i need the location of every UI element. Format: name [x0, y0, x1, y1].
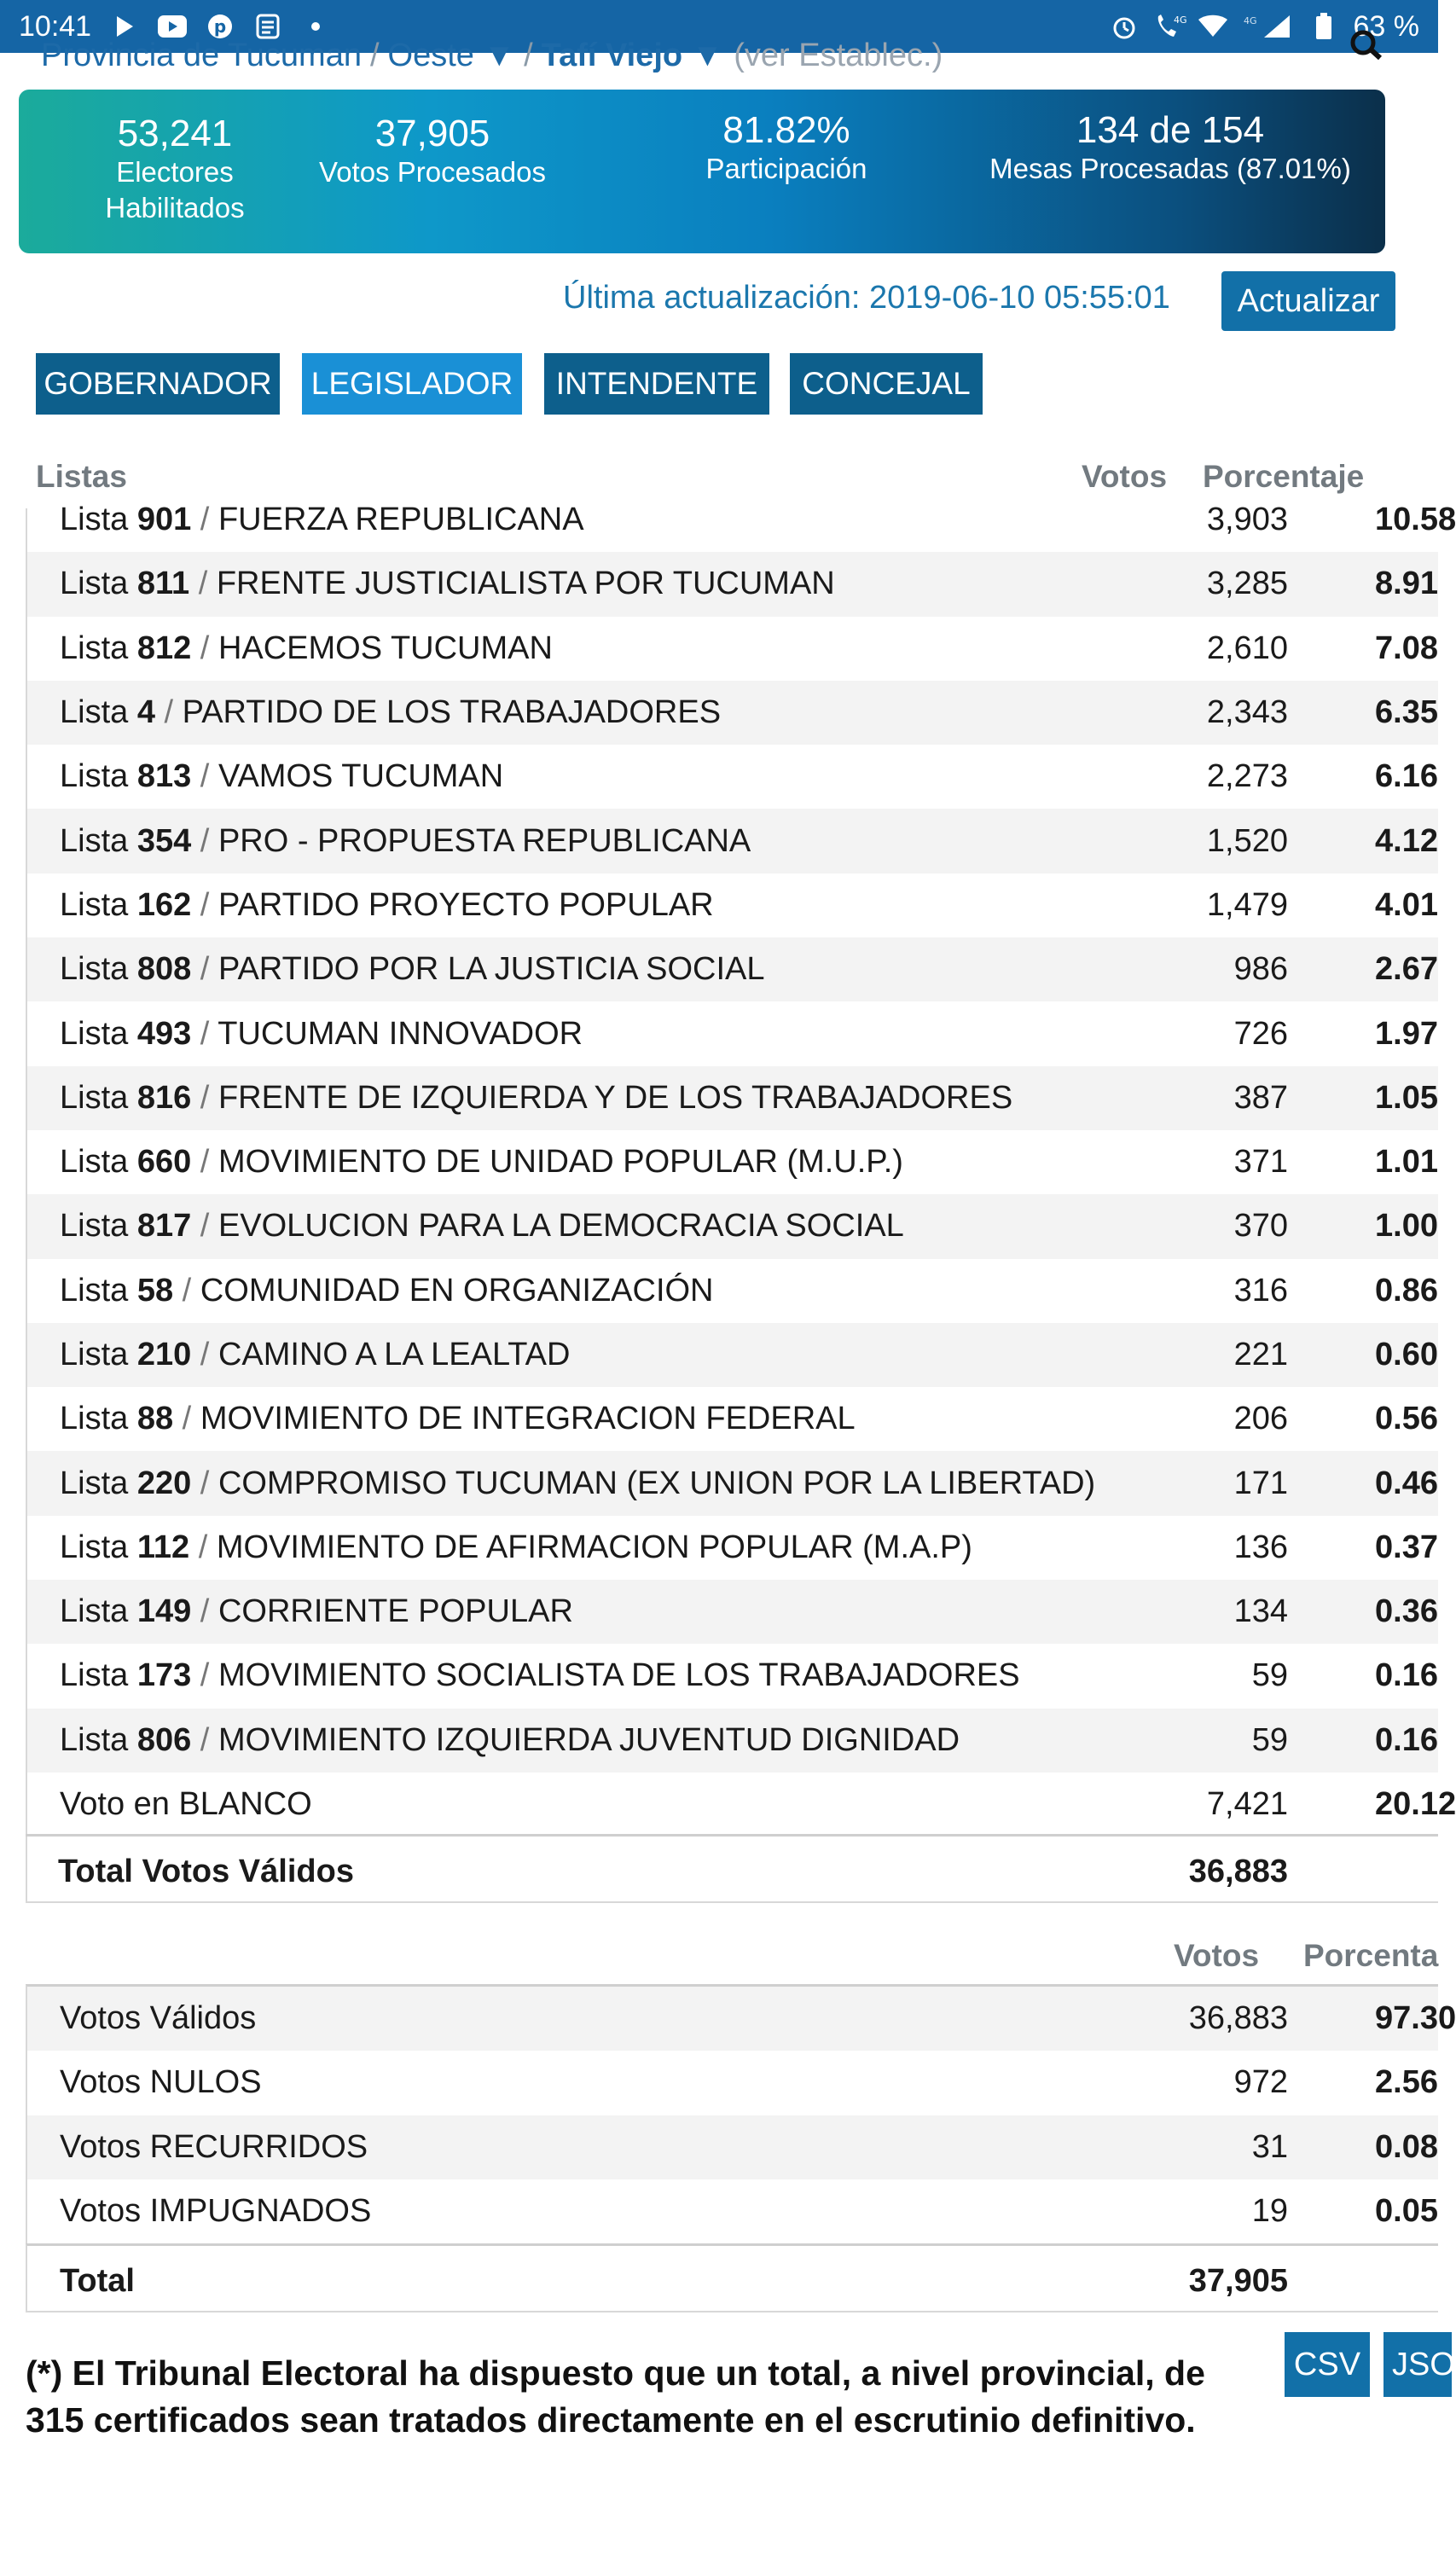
row-party-name: HACEMOS TUCUMAN [218, 630, 553, 666]
row-votes: 36,883 [1188, 2000, 1288, 2037]
row-prefix: Lista [60, 1657, 129, 1694]
row-percentage: 1.00 [1375, 1208, 1438, 1245]
table-row [27, 1001, 1438, 1065]
row-name [60, 1273, 714, 1309]
row-name [60, 1465, 1095, 1502]
stat-electores [43, 113, 307, 226]
row-separator: / [191, 1208, 218, 1245]
table-row [27, 1987, 1456, 2051]
row-party-name: CORRIENTE POPULAR [218, 1593, 573, 1630]
row-list-number: 806 [136, 1721, 192, 1758]
row-name: Voto en BLANCO [60, 1786, 312, 1823]
json-button[interactable]: JSO [1383, 2332, 1452, 2397]
row-percentage: 0.37 [1375, 1529, 1438, 1565]
row-votes: 986 [1233, 951, 1288, 988]
row-prefix: Lista [60, 1721, 129, 1758]
row-separator: / [191, 1144, 218, 1181]
row-votes: 1,520 [1206, 822, 1288, 859]
row-percentage: 4.01 [1375, 886, 1438, 923]
row-votes: 31 [1251, 2128, 1288, 2165]
table-row [27, 1644, 1438, 1708]
row-party-name: MOVIMIENTO IZQUIERDA JUVENTUD DIGNIDAD [218, 1721, 960, 1758]
row-name: Votos IMPUGNADOS [60, 2193, 372, 2230]
row-percentage: 20.12 [1375, 1786, 1456, 1823]
table-row [27, 1387, 1438, 1451]
stat-participacion-label: Participación [705, 153, 867, 184]
row-list-number: 220 [136, 1465, 192, 1501]
row-prefix: Lista [60, 758, 129, 795]
row-party-name: FRENTE DE IZQUIERDA Y DE LOS TRABAJADORES [218, 1079, 1013, 1116]
footnote: (*) El Tribunal Electoral ha dispuesto que un total, a nivel provincial, de 315 certificados sean tratados directamente en el escrutinio definitivo. [26, 2353, 1205, 2440]
tab-concejal[interactable]: CONCEJAL [790, 353, 983, 415]
row-separator: / [191, 886, 218, 923]
breadcrumb-section[interactable]: Oeste ▼ [387, 38, 516, 73]
row-separator: / [191, 1465, 218, 1501]
row-party-name: TUCUMAN INNOVADOR [218, 1015, 583, 1052]
row-prefix: Lista [60, 822, 129, 859]
table-row [27, 745, 1438, 809]
row-party-name: PRO - PROPUESTA REPUBLICANA [218, 822, 751, 859]
row-prefix: Lista [60, 886, 129, 923]
csv-button[interactable]: CSV [1285, 2332, 1370, 2397]
row-percentage: 0.86 [1375, 1272, 1438, 1309]
table-row [27, 1194, 1438, 1258]
row-votes: 2,273 [1206, 758, 1288, 795]
row-party-name: EVOLUCION PARA LA DEMOCRACIA SOCIAL [218, 1208, 904, 1245]
stat-electores-label-2: Habilitados [105, 192, 245, 223]
row-name [60, 951, 764, 988]
table-row [27, 2179, 1438, 2243]
col-header-listas: Listas [36, 459, 127, 494]
row-votes: 316 [1233, 1272, 1288, 1309]
row-separator: / [191, 951, 218, 988]
table-row [27, 1580, 1438, 1644]
breadcrumb-city[interactable]: Tafí Viejo ▼ [541, 38, 724, 73]
row-votes: 171 [1233, 1465, 1288, 1501]
row-percentage: 0.16 [1375, 1657, 1438, 1694]
row-prefix: Lista [60, 951, 129, 988]
row-name [60, 1401, 856, 1437]
row-list-number: 901 [136, 502, 192, 538]
row-list-number: 817 [136, 1208, 192, 1245]
row-separator: / [191, 758, 218, 795]
row-percentage: 0.36 [1375, 1593, 1438, 1630]
table-row [27, 552, 1438, 616]
row-prefix: Lista [60, 1015, 129, 1052]
list-divider [26, 1901, 1438, 1903]
row-name [60, 566, 835, 602]
table-row [27, 1066, 1438, 1130]
row-party-name: FRENTE JUSTICIALISTA POR TUCUMAN [216, 566, 835, 602]
summary-col-votos: Votos [1174, 1938, 1260, 1973]
row-list-number: 808 [136, 951, 192, 988]
row-list-number: 354 [136, 822, 192, 859]
tab-legislador[interactable]: LEGISLADOR [302, 353, 522, 415]
row-name: Votos RECURRIDOS [60, 2128, 368, 2165]
row-party-name: PARTIDO DE LOS TRABAJADORES [182, 694, 722, 731]
summary-col-porcentaje: Porcenta [1303, 1938, 1439, 1973]
stat-mesas-label: Mesas Procesadas (87.01%) [989, 153, 1351, 184]
row-percentage: 8.91 [1375, 566, 1438, 602]
row-percentage: 2.56 [1375, 2064, 1438, 2101]
last-update-text: Última actualización: 2019-06-10 05:55:01 [563, 280, 1170, 316]
row-percentage: 1.97 [1375, 1015, 1438, 1052]
row-list-number: 173 [136, 1657, 192, 1694]
row-percentage: 0.16 [1375, 1721, 1438, 1758]
row-prefix: Lista [60, 1144, 129, 1181]
row-party-name: FUERZA REPUBLICANA [218, 502, 584, 538]
alarm-icon [1110, 12, 1139, 41]
row-separator: / [191, 502, 218, 538]
row-list-number: 58 [136, 1272, 174, 1309]
stat-votos [292, 113, 573, 190]
row-name [60, 1016, 583, 1053]
row-prefix: Lista [60, 630, 129, 666]
row-name [60, 630, 553, 667]
row-percentage: 97.30 [1375, 2000, 1456, 2037]
row-percentage: 6.35 [1375, 694, 1438, 731]
row-prefix: Lista [60, 1208, 129, 1245]
row-separator: / [191, 630, 218, 666]
youtube-icon [158, 12, 187, 41]
table-row [27, 937, 1438, 1001]
wifi-calling-icon [1154, 12, 1187, 41]
row-separator: / [191, 1721, 218, 1758]
col-header-porcentaje: Porcentaje [1203, 459, 1365, 494]
row-separator: / [189, 1529, 217, 1565]
breadcrumb-province[interactable]: Provincia de Tucuman [41, 38, 362, 73]
row-percentage: 0.60 [1375, 1337, 1438, 1372]
total-valid-label: Total Votos Válidos [58, 1854, 354, 1889]
row-prefix: Lista [60, 1337, 129, 1372]
row-party-name: VAMOS TUCUMAN [218, 758, 504, 795]
row-list-number: 813 [136, 758, 192, 795]
table-row [27, 1259, 1438, 1323]
results-list[interactable] [26, 502, 1456, 1902]
stats-banner [19, 90, 1385, 253]
row-separator: / [189, 566, 217, 602]
table-row [27, 488, 1456, 552]
row-prefix: Lista [60, 1401, 129, 1437]
row-list-number: 4 [136, 694, 155, 731]
row-name [60, 887, 714, 924]
row-votes: 136 [1233, 1529, 1288, 1565]
row-name: Votos Válidos [60, 2000, 257, 2037]
row-votes: 7,421 [1206, 1786, 1288, 1823]
pinterest-icon [206, 12, 235, 41]
row-name [60, 1722, 960, 1759]
svg-text:4G: 4G [1243, 15, 1257, 26]
battery-icon [1309, 12, 1338, 41]
summary-total-votes: 37,905 [1188, 2263, 1288, 2299]
col-header-votos: Votos [1082, 459, 1168, 494]
row-percentage: 2.67 [1375, 951, 1438, 988]
total-valid-votes: 36,883 [1188, 1854, 1288, 1889]
stat-electores-label: Electores [116, 156, 234, 188]
table-row [27, 1451, 1438, 1515]
row-separator: / [173, 1401, 200, 1437]
row-party-name: MOVIMIENTO DE AFIRMACION POPULAR (M.A.P) [216, 1529, 972, 1565]
breadcrumb: Provincia de Tucuman / Oeste ▼ / Tafí Viejo ▼ (ver Establec.) [41, 38, 943, 73]
row-percentage: 0.08 [1375, 2128, 1438, 2165]
table-row [27, 873, 1438, 937]
row-list-number: 812 [136, 630, 192, 666]
row-prefix: Lista [60, 1079, 129, 1116]
row-percentage: 1.01 [1375, 1144, 1438, 1181]
row-party-name: COMPROMISO TUCUMAN (EX UNION POR LA LIBERTAD) [218, 1465, 1096, 1501]
row-party-name: MOVIMIENTO DE INTEGRACION FEDERAL [200, 1401, 856, 1437]
stat-mesas [974, 110, 1366, 187]
summary-divider [26, 2311, 1438, 2312]
row-separator: / [191, 1079, 218, 1116]
row-name [60, 1529, 972, 1566]
row-separator: / [173, 1272, 200, 1309]
row-name [60, 1657, 1020, 1694]
row-votes: 371 [1233, 1144, 1288, 1181]
row-party-name: PARTIDO POR LA JUSTICIA SOCIAL [218, 951, 765, 988]
stat-votos-label: Votos Procesados [319, 156, 546, 188]
stat-votos-value: 37,905 [374, 113, 490, 154]
stat-electores-value: 53,241 [117, 113, 233, 154]
row-percentage: 7.08 [1375, 630, 1438, 666]
row-votes: 387 [1233, 1079, 1288, 1116]
row-votes: 972 [1233, 2064, 1288, 2101]
row-name [60, 1593, 573, 1630]
battery-percent: 63 % [1353, 9, 1419, 43]
row-prefix: Lista [60, 1529, 129, 1565]
row-percentage: 0.05 [1375, 2193, 1438, 2230]
svg-text:p: p [213, 16, 227, 37]
row-party-name: MOVIMIENTO DE UNIDAD POPULAR (M.U.P.) [218, 1144, 903, 1181]
breadcrumb-establishment[interactable]: (ver Establec.) [734, 38, 943, 73]
row-name [60, 1144, 903, 1181]
svg-text:4G: 4G [1173, 15, 1187, 26]
stat-participacion [650, 110, 923, 187]
row-percentage: 0.46 [1375, 1465, 1438, 1501]
summary-header [0, 1938, 1438, 1981]
row-separator: / [191, 1015, 218, 1052]
row-votes: 134 [1233, 1593, 1288, 1630]
row-list-number: 88 [136, 1401, 174, 1437]
search-icon[interactable] [1346, 38, 1389, 68]
refresh-button[interactable]: Actualizar [1221, 271, 1395, 331]
table-row [27, 617, 1438, 681]
row-list-number: 811 [136, 566, 190, 602]
table-row [27, 1709, 1438, 1773]
table-row [27, 1323, 1438, 1387]
row-list-number: 149 [136, 1593, 192, 1630]
row-prefix: Lista [60, 1465, 129, 1501]
row-party-name: MOVIMIENTO SOCIALISTA DE LOS TRABAJADORES [218, 1657, 1020, 1694]
row-separator: / [154, 694, 183, 731]
table-row [27, 809, 1438, 873]
stat-participacion-value: 81.82% [722, 109, 850, 151]
table-row [27, 2051, 1438, 2115]
tab-intendente[interactable]: INTENDENTE [544, 353, 769, 415]
row-prefix: Lista [60, 694, 129, 731]
stat-mesas-value: 134 de 154 [1076, 109, 1265, 151]
row-list-number: 816 [136, 1079, 192, 1116]
row-name: Votos NULOS [60, 2064, 262, 2101]
row-votes: 1,479 [1206, 886, 1288, 923]
row-prefix: Lista [60, 502, 129, 538]
row-list-number: 210 [136, 1337, 192, 1372]
row-prefix: Lista [60, 1272, 129, 1309]
row-votes: 206 [1233, 1401, 1288, 1437]
row-name [60, 1337, 570, 1373]
row-prefix: Lista [60, 566, 129, 602]
row-list-number: 112 [136, 1529, 190, 1565]
play-store-icon [110, 12, 139, 41]
row-party-name: CAMINO A LA LEALTAD [218, 1337, 571, 1372]
row-votes: 19 [1251, 2193, 1288, 2230]
summary-total-row [26, 2243, 1438, 2312]
news-icon [253, 12, 282, 41]
row-name [60, 1080, 1012, 1117]
table-row [27, 681, 1438, 745]
wifi-icon [1198, 12, 1227, 41]
row-name [60, 694, 721, 731]
row-votes: 59 [1251, 1721, 1288, 1758]
row-votes: 3,285 [1206, 566, 1288, 602]
row-votes: 370 [1233, 1208, 1288, 1245]
row-name [60, 758, 503, 795]
row-votes: 3,903 [1206, 502, 1288, 538]
row-votes: 2,343 [1206, 694, 1288, 731]
row-percentage: 6.16 [1375, 758, 1438, 795]
row-list-number: 493 [136, 1015, 192, 1052]
signal-icon [1243, 12, 1294, 41]
row-name [60, 502, 584, 538]
clock: 10:41 [19, 9, 92, 43]
table-row [27, 2115, 1438, 2179]
dot-icon [301, 12, 330, 41]
row-party-name: PARTIDO PROYECTO POPULAR [218, 886, 714, 923]
row-separator: / [191, 1593, 218, 1630]
row-percentage: 10.58 [1375, 502, 1456, 538]
row-percentage: 1.05 [1375, 1079, 1438, 1116]
row-votes: 59 [1251, 1657, 1288, 1694]
row-name [60, 823, 751, 860]
table-row [27, 1130, 1438, 1194]
row-list-number: 162 [136, 886, 192, 923]
total-valid-row [26, 1834, 1438, 1902]
row-votes: 2,610 [1206, 630, 1288, 666]
row-list-number: 660 [136, 1144, 192, 1181]
summary-list [26, 1984, 1456, 2243]
row-percentage: 0.56 [1375, 1401, 1438, 1437]
row-prefix: Lista [60, 1593, 129, 1630]
row-separator: / [191, 1657, 218, 1694]
row-separator: / [191, 1337, 218, 1372]
table-row [27, 1516, 1438, 1580]
table-row [27, 1773, 1456, 1837]
tab-gobernador[interactable]: GOBERNADOR [36, 353, 280, 415]
row-party-name: COMUNIDAD EN ORGANIZACIÓN [200, 1272, 714, 1309]
row-votes: 221 [1233, 1337, 1288, 1372]
row-votes: 726 [1233, 1015, 1288, 1052]
summary-total-label: Total [60, 2263, 135, 2299]
row-percentage: 4.12 [1375, 822, 1438, 859]
row-name [60, 1208, 904, 1245]
row-separator: / [191, 822, 218, 859]
